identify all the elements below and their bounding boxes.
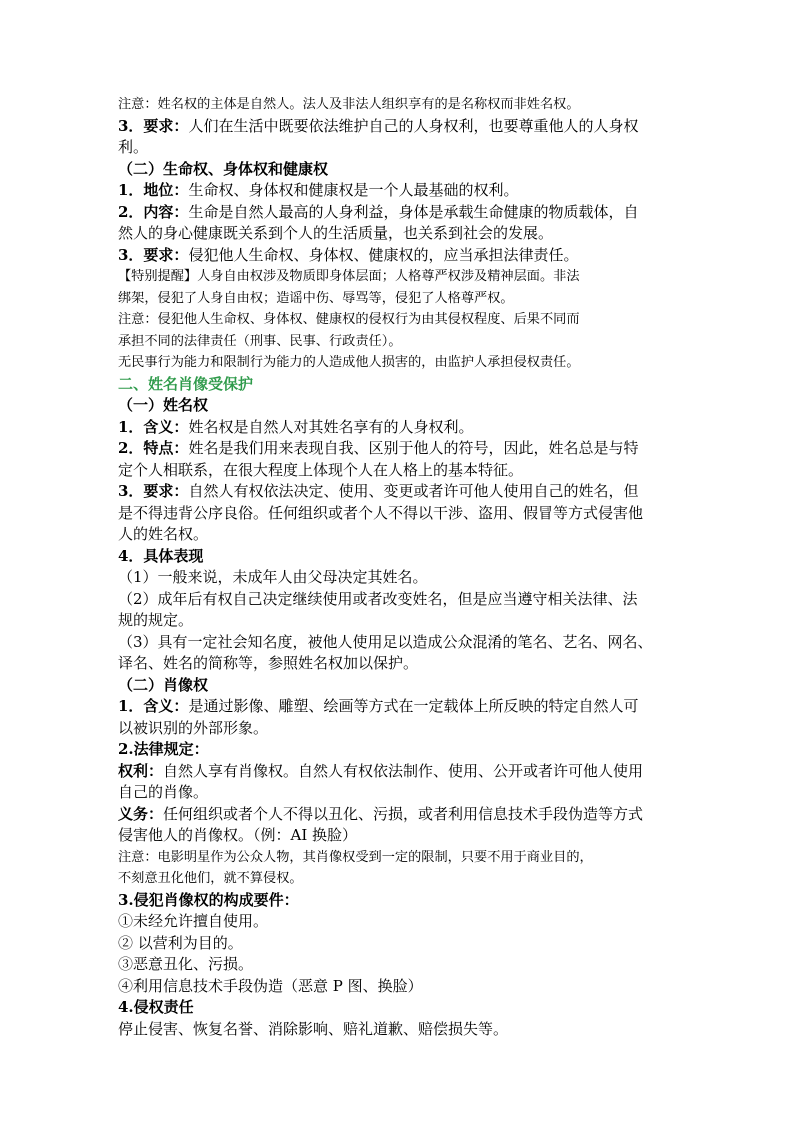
text-line	[118, 933, 678, 955]
text-line	[118, 804, 678, 826]
text-line	[118, 1019, 678, 1041]
subsection-heading	[118, 890, 678, 912]
line-text: （3）具有一定社会知名度，被他人使用足以造成公众混淆的笔名、艺名、网名、	[118, 632, 653, 651]
line-text: 自己的肖像。	[118, 783, 209, 801]
line-text: 3.侵犯肖像权的构成要件：	[118, 890, 299, 909]
text-line	[118, 589, 678, 611]
subsection-heading	[118, 739, 678, 761]
text-line	[118, 137, 678, 159]
line-text: 注意：电影明星作为公众人物，其肖像权受到一定的限制，只要不用于商业目的，	[118, 849, 593, 865]
line-text: （一）姓名权	[118, 396, 209, 414]
document-body	[118, 94, 678, 1040]
subsection-heading	[118, 546, 678, 568]
text-line	[118, 653, 678, 675]
item-label: 1．含义：	[118, 417, 189, 436]
text-line	[118, 503, 678, 525]
note-line	[118, 94, 678, 116]
line-text: 停止侵害、恢复名誉、消除影响、赔礼道歉、赔偿损失等。	[118, 1019, 509, 1038]
line-text: 是不得违背公序良俗。任何组织或者个人不得以干涉、盗用、假冒等方式侵害他	[118, 503, 644, 522]
text-line	[118, 180, 678, 202]
line-text: 以被识别的外部形象。	[118, 718, 269, 737]
line-text: ③恶意丑化、污损。	[118, 955, 254, 973]
note-line	[118, 352, 678, 374]
text-line	[118, 417, 678, 439]
line-text: 注意：姓名权的主体是自然人。法人及非法人组织享有的是名称权而非姓名权。	[118, 97, 580, 112]
line-text: 规的规定。	[118, 611, 194, 629]
line-text: 生命是自然人最高的人身利益，身体是承载生命健康的物质载体，自	[188, 202, 639, 221]
line-text: 不刻意丑化他们，就不算侵权。	[118, 871, 303, 886]
line-text: ② 以营利为目的。	[118, 933, 243, 952]
line-text: 2.法律规定：	[118, 740, 209, 758]
line-text: ①未经允许擅自使用。	[118, 912, 269, 930]
note-line	[118, 331, 678, 353]
subsection-heading	[118, 395, 678, 417]
text-line	[118, 632, 678, 654]
note-line	[118, 309, 678, 331]
section-heading	[118, 374, 678, 396]
line-text: 4．具体表现	[118, 546, 204, 565]
item-label: 2．特点：	[118, 439, 189, 457]
text-line	[118, 245, 678, 267]
text-line	[118, 976, 678, 998]
text-line	[118, 524, 678, 546]
line-text: 然人的身心健康既关系到个人的生活质量，也关系到社会的发展。	[118, 224, 554, 242]
line-text: 自然人有权依法决定、使用、变更或者许可他人使用自己的姓名，但	[188, 482, 639, 500]
line-text: ④利用信息技术手段伪造（恶意 P 图、换脸）	[118, 976, 423, 995]
line-text: 自然人享有肖像权。自然人有权依法制作、使用、公开或者许可他人使用	[163, 761, 644, 780]
line-text: 注意：侵犯他人生命权、身体权、健康权的侵权行为由其侵权程度、后果不同而	[118, 312, 580, 327]
line-text: 【特别提醒】人身自由权涉及物质即身体层面；人格尊严权涉及精神层面。非法	[118, 269, 580, 284]
line-text: 是通过影像、雕塑、绘画等方式在一定载体上所反映的特定自然人可	[188, 697, 639, 715]
item-label: 3．要求：	[118, 116, 189, 135]
line-text: 绑架，侵犯了人身自由权；造谣中伤、辱骂等，侵犯了人格尊严权。	[118, 290, 514, 306]
item-label: 1．含义：	[118, 697, 189, 715]
line-text: 人们在生活中既要依法维护自己的人身权利，也要尊重他人的人身权	[188, 116, 639, 135]
line-text: 利。	[118, 138, 149, 156]
line-text: （二）生命权、身体权和健康权	[118, 159, 329, 178]
line-text: 姓名权是自然人对其姓名享有的人身权利。	[188, 417, 474, 436]
text-line	[118, 825, 678, 847]
item-label: 2．内容：	[118, 202, 189, 221]
text-line	[118, 954, 678, 976]
item-label: 权利：	[118, 761, 164, 780]
line-text: 侵犯他人生命权、身体权、健康权的，应当承担法律责任。	[188, 245, 579, 264]
line-text: 人的姓名权。	[118, 525, 209, 543]
item-label: 义务：	[118, 804, 164, 823]
line-text: 定个人相联系，在很大程度上体现个人在人格上的基本特征。	[118, 460, 524, 479]
line-text: 译名、姓名的简称等，参照姓名权加以保护。	[118, 654, 419, 672]
line-text: （1）一般来说，未成年人由父母决定其姓名。	[118, 568, 428, 586]
line-text: 侵害他人的肖像权。（例：AI 换脸）	[118, 826, 358, 844]
item-label: 3．要求：	[118, 245, 189, 264]
note-line	[118, 847, 678, 869]
text-line	[118, 911, 678, 933]
line-text: （二）肖像权	[118, 675, 209, 694]
text-line	[118, 223, 678, 245]
line-text: 二、姓名肖像受保护	[118, 374, 254, 393]
text-line	[118, 438, 678, 460]
item-label: 1．地位：	[118, 181, 189, 199]
subsection-heading	[118, 159, 678, 181]
text-line	[118, 481, 678, 503]
line-text: 4.侵权责任	[118, 998, 194, 1016]
text-line	[118, 567, 678, 589]
line-text: 任何组织或者个人不得以丑化、污损，或者利用信息技术手段伪造等方式	[163, 804, 644, 823]
text-line	[118, 116, 678, 138]
note-line	[118, 868, 678, 890]
subsection-heading	[118, 675, 678, 697]
subsection-heading	[118, 997, 678, 1019]
line-text: （2）成年后有权自己决定继续使用或者改变姓名，但是应当遵守相关法律、法	[118, 589, 638, 608]
note-line	[118, 288, 678, 310]
text-line	[118, 202, 678, 224]
text-line	[118, 782, 678, 804]
text-line	[118, 696, 678, 718]
item-label: 3．要求：	[118, 482, 189, 500]
text-line	[118, 460, 678, 482]
line-text: 承担不同的法律责任（刑事、民事、行政责任）。	[118, 333, 402, 349]
line-text: 生命权、身体权和健康权是一个人最基础的权利。	[188, 181, 519, 199]
line-text: 无民事行为能力和限制行为能力的人造成他人损害的，由监护人承担侵权责任。	[118, 355, 580, 370]
text-line	[118, 610, 678, 632]
text-line	[118, 718, 678, 740]
note-line	[118, 266, 678, 288]
line-text: 姓名是我们用来表现自我、区别于他人的符号，因此，姓名总是与特	[188, 439, 639, 457]
text-line	[118, 761, 678, 783]
